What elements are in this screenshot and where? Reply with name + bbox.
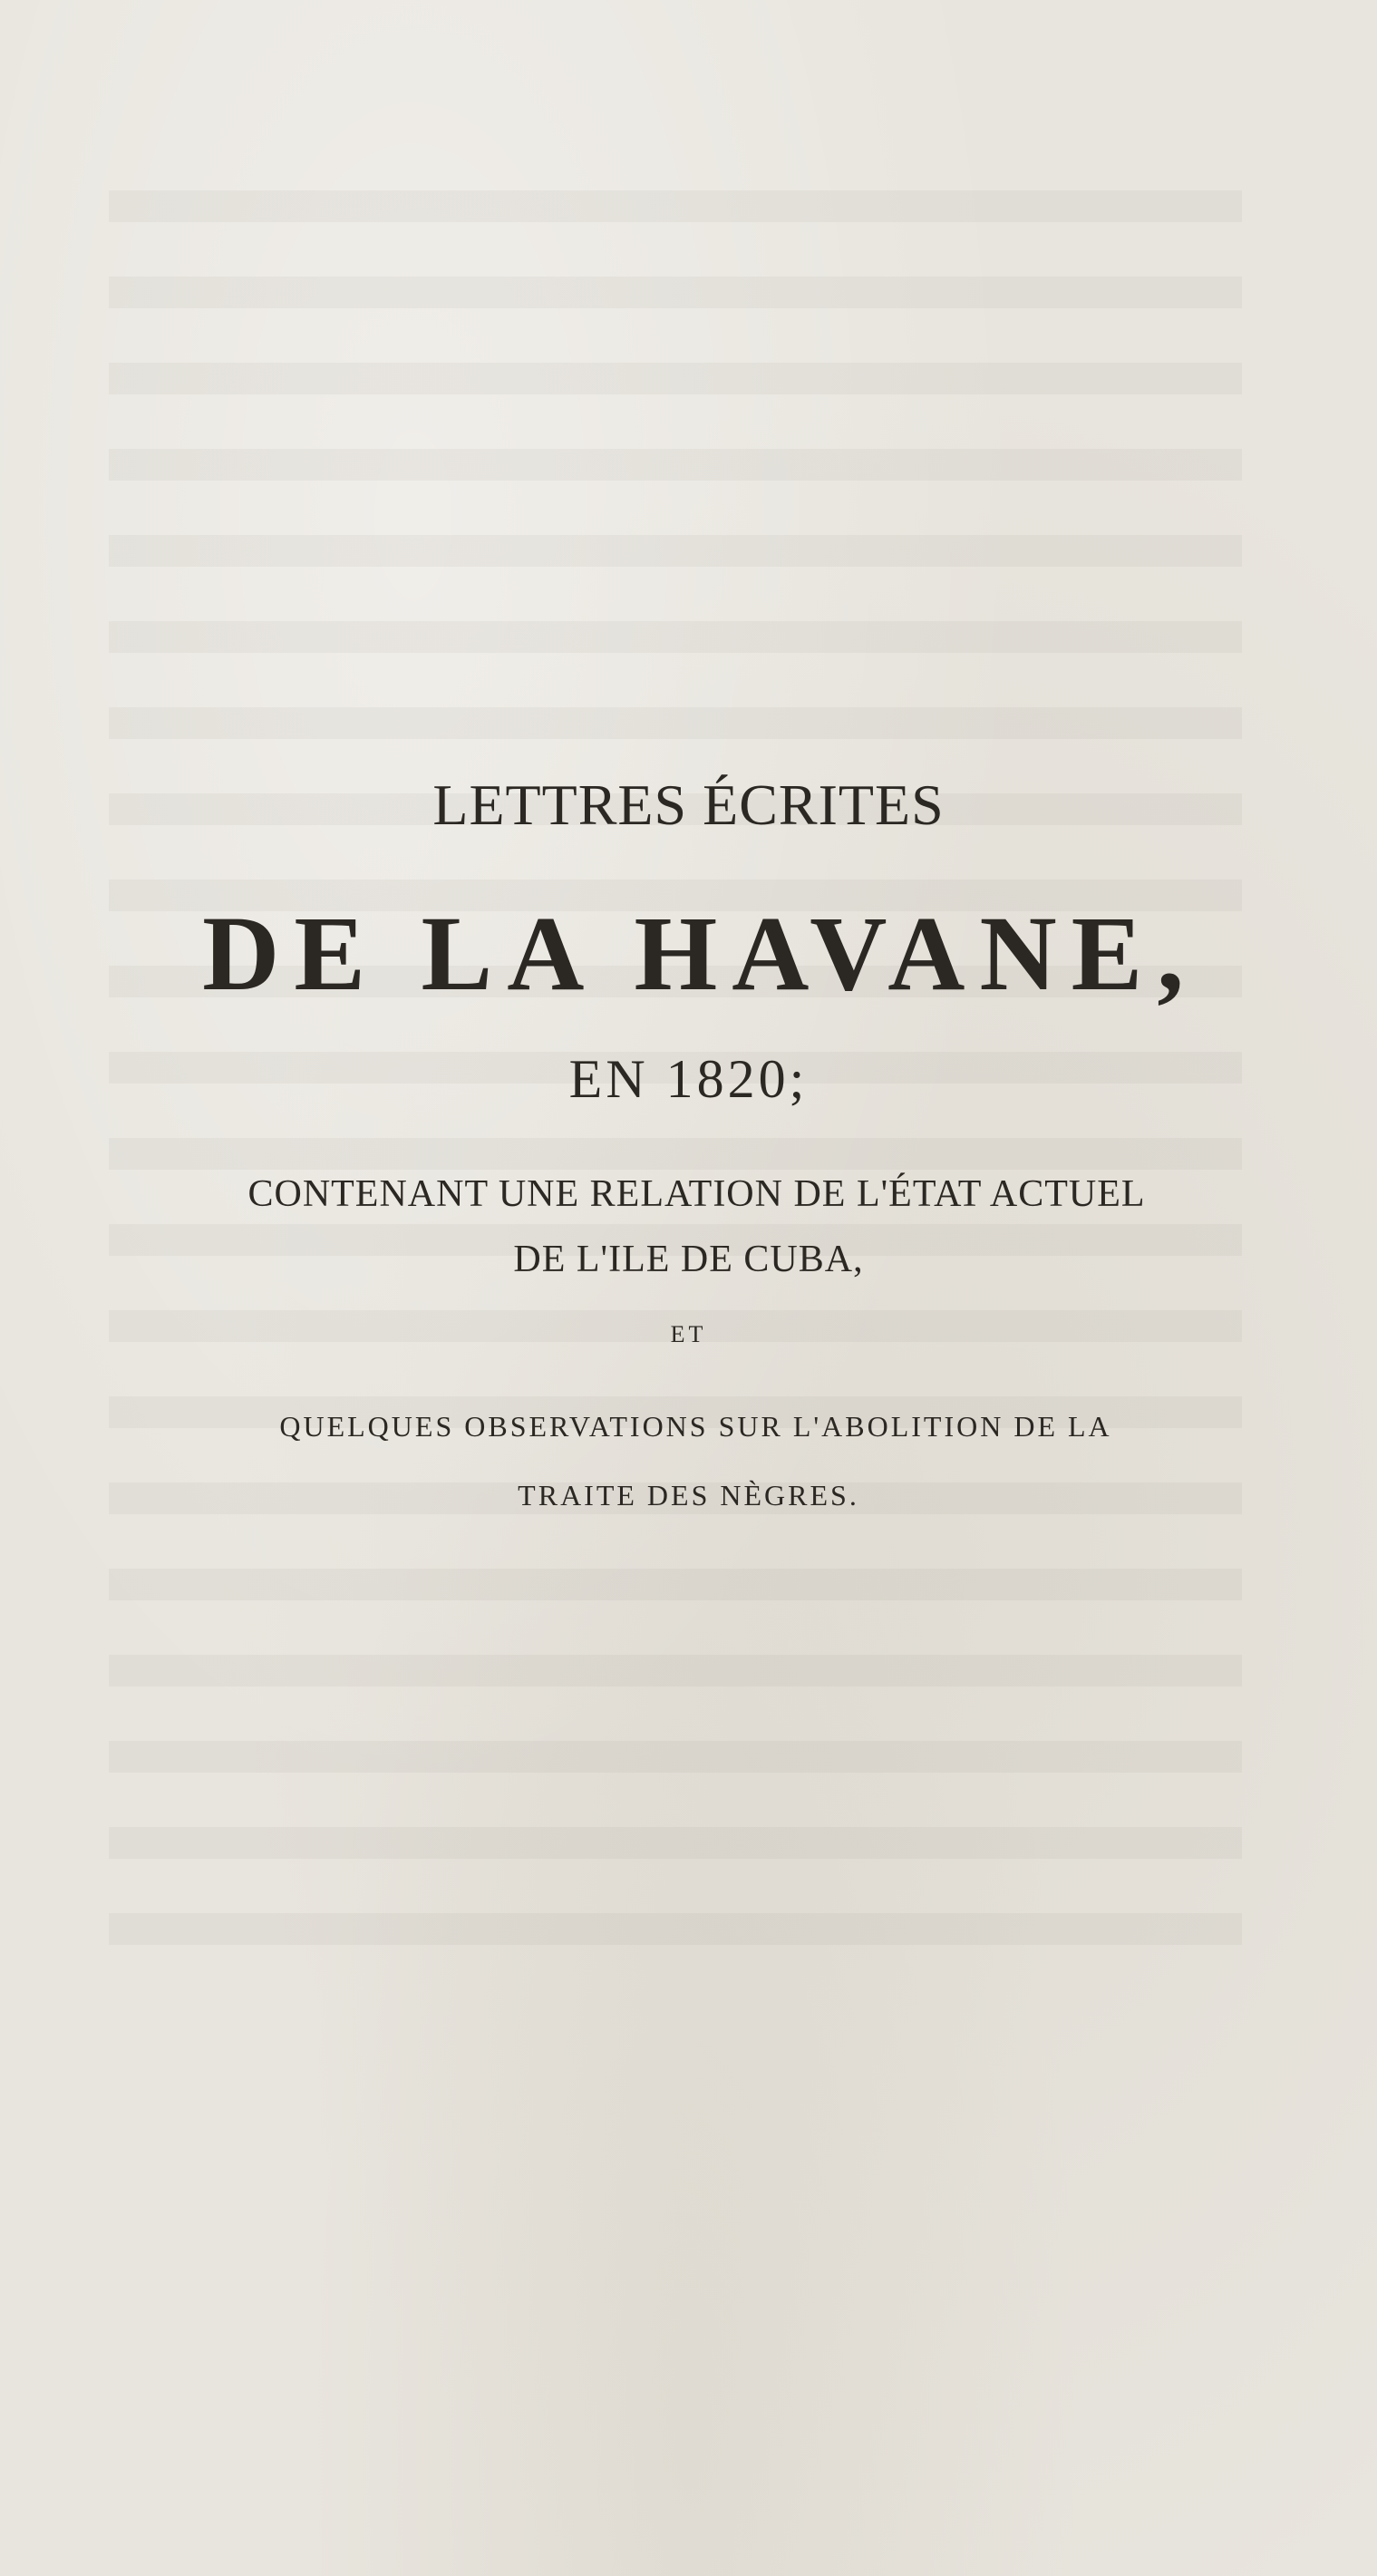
subtitle-conjunction: ET [670, 1321, 707, 1347]
subtitle-line-contenant: CONTENANT UNE RELATION DE L'ÉTAT ACTUEL [247, 1173, 1146, 1215]
subtitle-line-observations: QUELQUES OBSERVATIONS SUR L'ABOLITION DE LA [279, 1410, 1112, 1443]
subtitle-line-traite: TRAITE DES NÈGRES. [518, 1479, 859, 1512]
title-line-year: EN 1820; [568, 1049, 809, 1109]
title-line-de-la-havane: DE LA HAVANE, [202, 894, 1198, 1013]
title-line-lettres-ecrites: LETTRES ÉCRITES [432, 773, 945, 837]
subtitle-line-cuba: DE L'ILE DE CUBA, [513, 1239, 864, 1280]
